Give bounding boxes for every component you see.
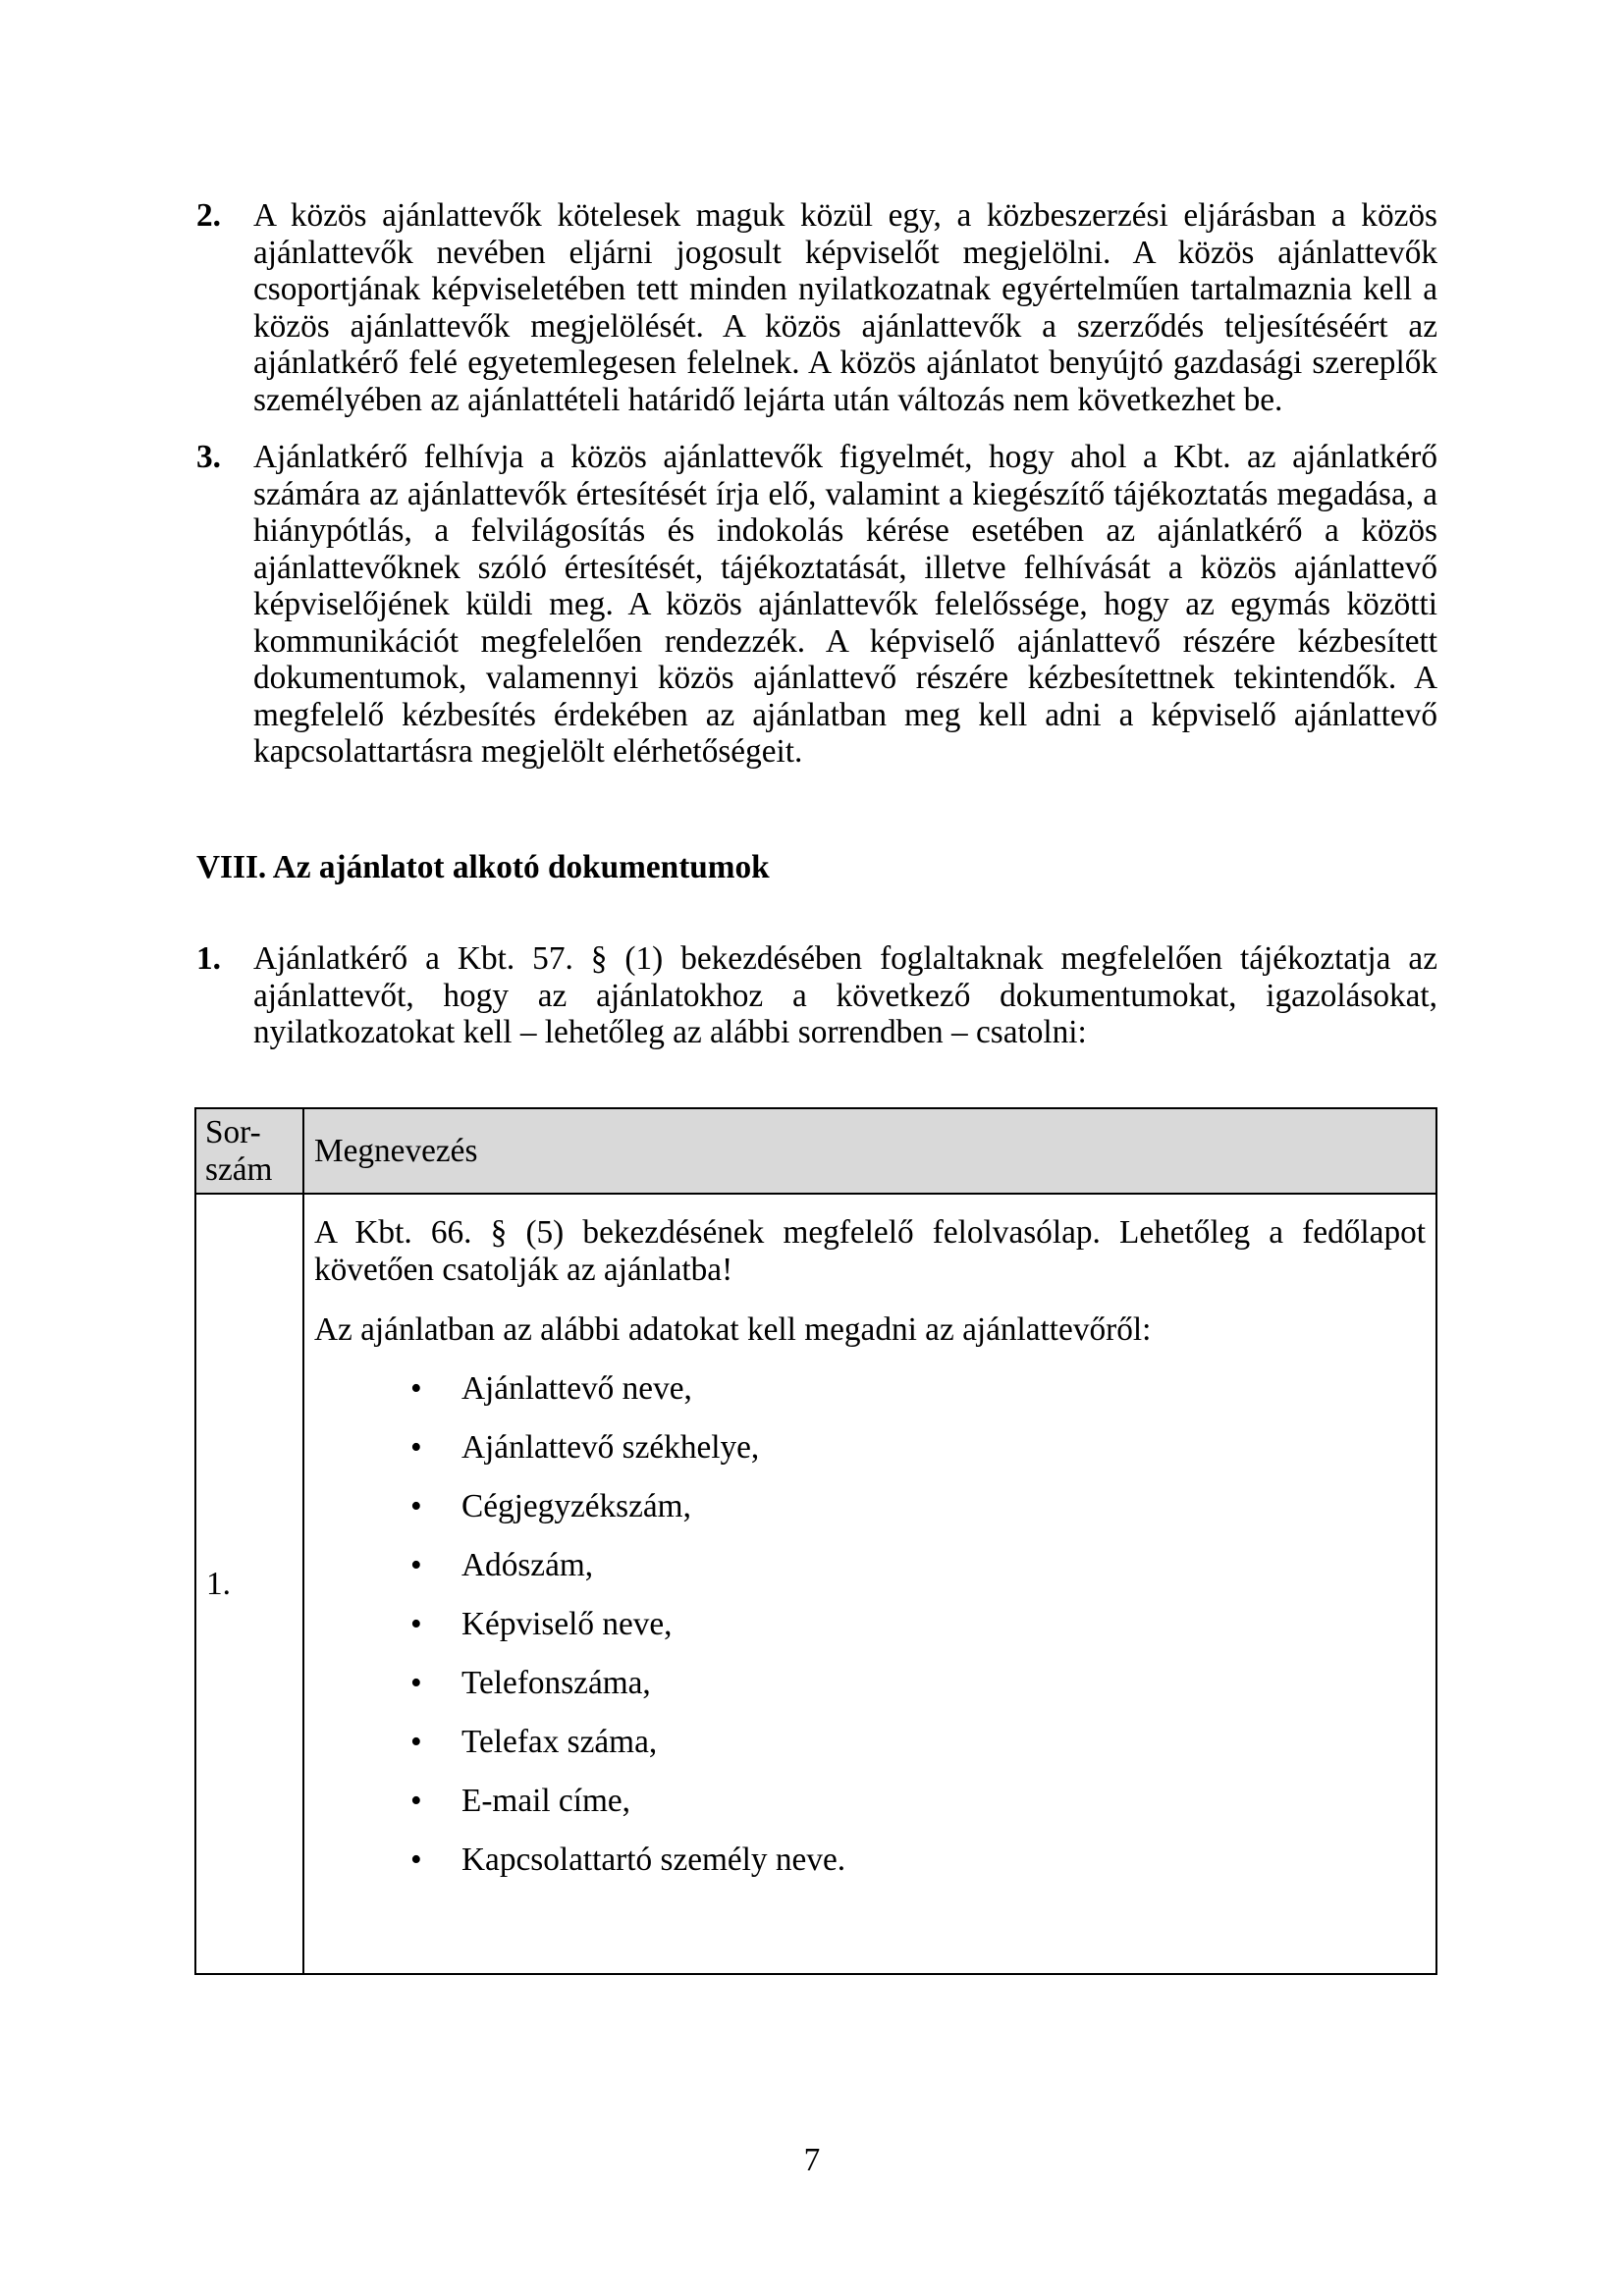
list-item — [314, 1370, 1426, 1408]
bullet-list — [314, 1370, 1426, 1879]
header-serial-line2: szám — [205, 1150, 273, 1188]
item-number: 1. — [196, 940, 221, 977]
header-cell-serial — [195, 1108, 303, 1194]
bullet-icon: • — [410, 1370, 422, 1407]
documents-table — [194, 1107, 1437, 1975]
table-row — [195, 1194, 1436, 1974]
list-item — [314, 1429, 1426, 1467]
item-number: 2. — [196, 197, 221, 234]
row-paragraph: Az ajánlatban az alábbi adatokat kell megadni az ajánlattevőről: — [314, 1311, 1152, 1348]
header-cell-name: Megnevezés — [303, 1108, 1436, 1194]
bullet-text: Telefonszáma, — [461, 1665, 651, 1701]
list-item — [314, 1606, 1426, 1643]
bullet-icon: • — [410, 1606, 422, 1642]
bullet-text: Telefax száma, — [461, 1724, 658, 1760]
list-item-2 — [196, 197, 1437, 418]
list-item — [314, 1665, 1426, 1702]
bullet-icon: • — [410, 1842, 422, 1878]
bullet-text: Ajánlattevő neve, — [461, 1370, 692, 1407]
bullet-icon: • — [410, 1665, 422, 1701]
bullet-icon: • — [410, 1429, 422, 1466]
item-text: A közös ajánlattevők kötelesek maguk közül egy, a közbeszerzési eljárásban a közös ajánlattevők nevében eljárni jogosult képviselőt megjelölni. A közös ajánlattevők csoportjának képviseletében tett minden nyilatkozatnak egyértelműen tartalmaznia kell a közös ajánlattevők megjelölését. A közös ajánlattevők a szerződés teljesítéséért az ajánlatkérő felé egyetemlegesen felelnek. A közös ajánlatot benyújtó gazdasági szereplők személyében az ajánlattételi határidő lejárta után változás nem következhet be. — [253, 197, 1437, 418]
item-text: Ajánlatkérő a Kbt. 57. § (1) bekezdésében foglaltaknak megfelelően tájékoztatja az ajánlattevőt, hogy az ajánlatokhoz a következő dokumentumokat, igazolásokat, nyilatkozatokat kell – lehetőleg az alábbi sorrendben – csatolni: — [253, 940, 1437, 1050]
item-text: Ajánlatkérő felhívja a közös ajánlattevők figyelmét, hogy ahol a Kbt. az ajánlatkérő számára az ajánlattevők értesítését írja elő, valamint a kiegészítő tájékoztatás megadása, a hiánypótlás, a felvilágosítás és indokolás kérése esetében az ajánlatkérő a közös ajánlattevőknek szóló értesítését, tájékoztatását, illetve felhívását a közös ajánlattevő képviselőjének küldi meg. A közös ajánlattevők felelőssége, hogy az egymás közötti kommunikációt megfelelően rendezzék. A képviselő ajánlattevő részére kézbesített dokumentumok, valamennyi közös ajánlattevő részére kézbesítettnek tekintendők. A megfelelő kézbesítés érdekében az ajánlatban meg kell adni a képviselő ajánlattevő kapcsolattartásra megjelölt elérhetőségeit. — [253, 439, 1437, 770]
table-header-row — [195, 1108, 1436, 1194]
bullet-icon: • — [410, 1547, 422, 1583]
bullet-icon: • — [410, 1783, 422, 1819]
row-paragraph: A Kbt. 66. § (5) bekezdésének megfelelő felolvasólap. Lehetőleg a fedőlapot követően csatolják az ajánlatba! — [314, 1214, 1426, 1288]
bullet-text: Képviselő neve, — [461, 1606, 673, 1642]
list-item — [314, 1488, 1426, 1525]
list-item — [314, 1783, 1426, 1820]
bullet-icon: • — [410, 1488, 422, 1524]
list-item-3 — [196, 439, 1437, 771]
list-item — [314, 1842, 1426, 1879]
section-heading: VIII. Az ajánlatot alkotó dokumentumok — [196, 849, 770, 885]
item-number: 3. — [196, 439, 221, 475]
bullet-text: Cégjegyzékszám, — [461, 1488, 691, 1524]
bullet-icon: • — [410, 1724, 422, 1760]
bullet-text: E-mail címe, — [461, 1783, 630, 1819]
row-content-cell — [303, 1194, 1436, 1974]
list-item — [314, 1547, 1426, 1584]
section-list-item-1 — [196, 940, 1437, 1051]
bullet-text: Ajánlattevő székhelye, — [461, 1429, 760, 1466]
page-number: 7 — [803, 2142, 821, 2178]
row-number-cell: 1. — [195, 1194, 303, 1974]
list-item — [314, 1724, 1426, 1761]
header-serial-line1: Sor- — [205, 1114, 261, 1150]
bullet-text: Kapcsolattartó személy neve. — [461, 1842, 846, 1878]
bullet-text: Adószám, — [461, 1547, 594, 1583]
